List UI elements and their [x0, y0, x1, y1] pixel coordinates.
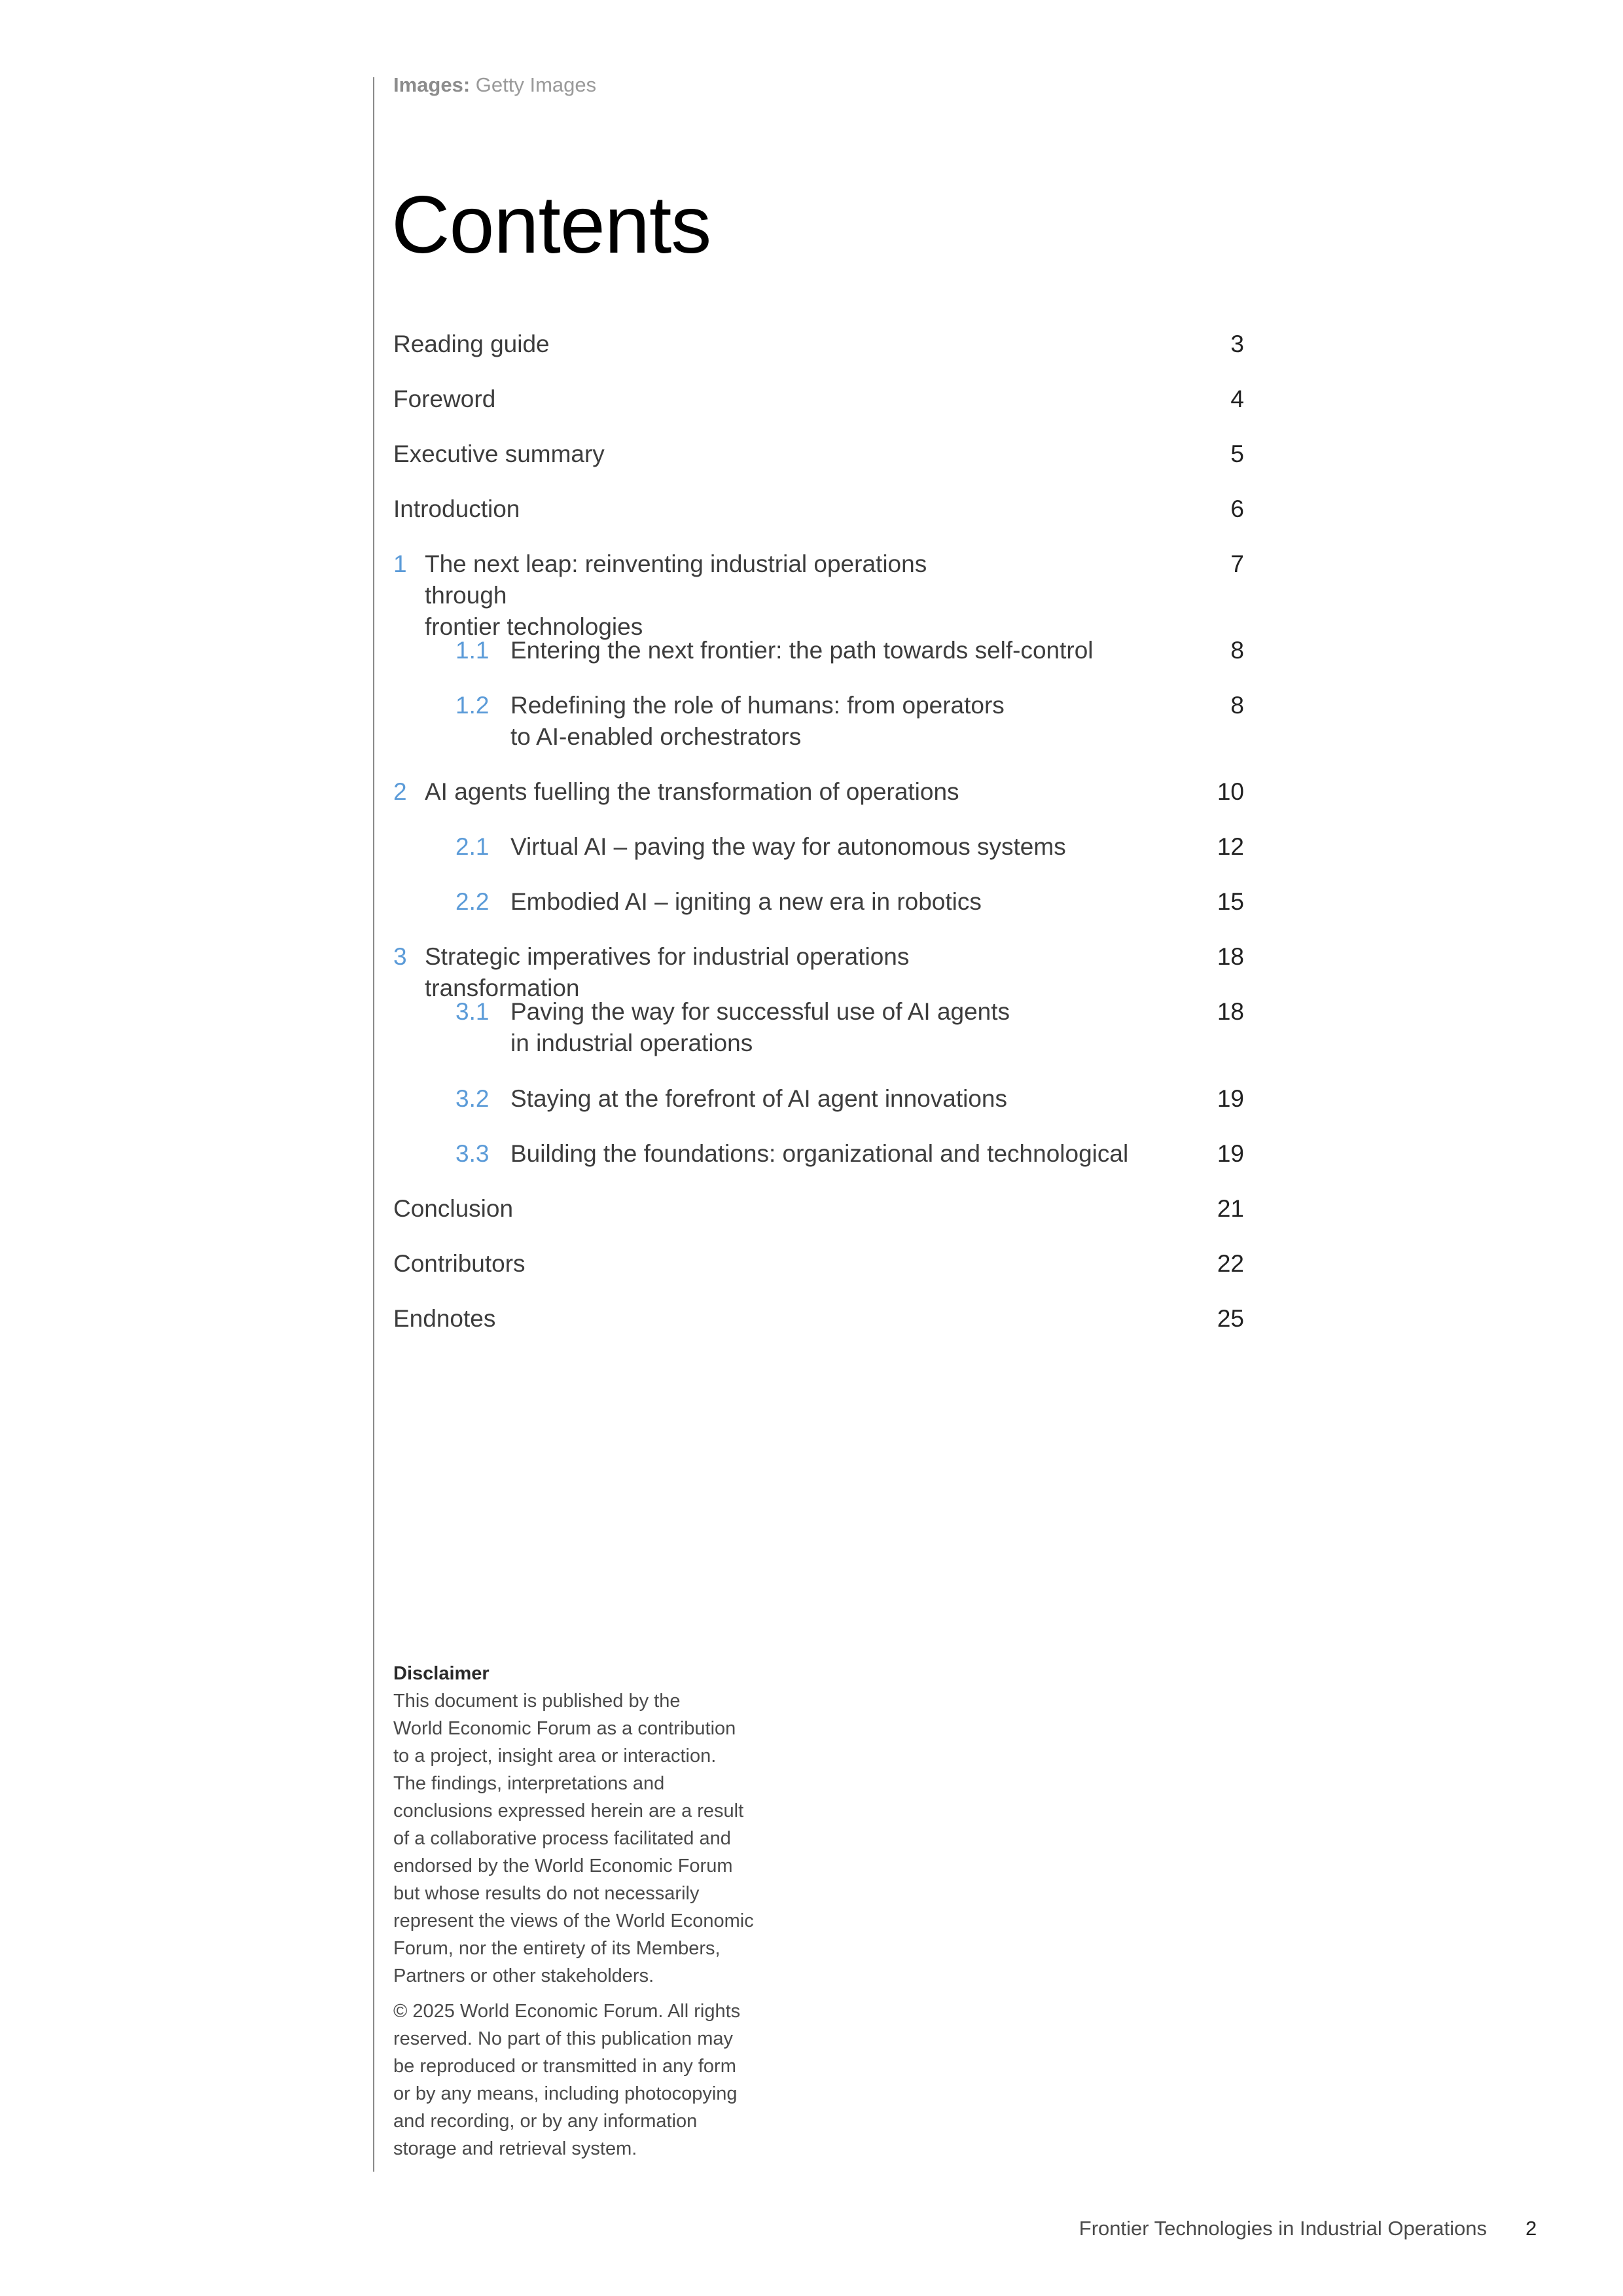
toc-entry-page: 8 — [1230, 692, 1244, 719]
toc-entry-text: AI agents fuelling the transformation of operations — [425, 778, 959, 805]
toc-entry-page: 12 — [1217, 833, 1244, 860]
toc-entry-text — [425, 548, 1014, 643]
toc-entry-text: Endnotes — [393, 1305, 496, 1332]
toc-entry-text: Reading guide — [393, 331, 550, 357]
toc-entry-text-line: to AI-enabled orchestrators — [510, 723, 802, 750]
toc-entry-text: Contributors — [393, 1250, 526, 1277]
toc-entry-page: 10 — [1217, 778, 1244, 805]
footer-document-title: Frontier Technologies in Industrial Operations — [1079, 2217, 1487, 2240]
toc-entry-text: Conclusion — [393, 1195, 514, 1222]
page-title: Contents — [391, 180, 711, 270]
toc-entry-text-line: The next leap: reinventing industrial operations through — [425, 550, 927, 609]
toc-entry-page: 5 — [1230, 440, 1244, 467]
toc-entry-page: 4 — [1230, 386, 1244, 412]
toc-entry-number: 3.3 — [455, 1140, 490, 1167]
toc-entry-text: Strategic imperatives for industrial operations transformation — [425, 943, 910, 1001]
toc-entry-text: Foreword — [393, 386, 496, 412]
toc-entry-text: Entering the next frontier: the path towards self-control — [510, 637, 1094, 664]
toc-entry-text-line: Redefining the role of humans: from operators — [510, 692, 1005, 719]
toc-entry-page: 19 — [1217, 1140, 1244, 1167]
toc-entry-page: 25 — [1217, 1305, 1244, 1332]
toc-entry-number: 1 — [393, 550, 407, 577]
toc-entry-number: 2 — [393, 778, 407, 805]
footer-page-number: 2 — [1525, 2217, 1537, 2240]
toc-entry-text — [510, 996, 1152, 1059]
toc-entry-page: 7 — [1230, 550, 1244, 577]
toc-entry-page: 15 — [1217, 888, 1244, 915]
toc-entry-page: 18 — [1217, 998, 1244, 1025]
toc-entry-text: Staying at the forefront of AI agent innovations — [510, 1085, 1008, 1112]
toc-entry-page: 19 — [1217, 1085, 1244, 1112]
toc-entry-text: Virtual AI – paving the way for autonomous systems — [510, 833, 1066, 860]
toc-entry-text-line: Paving the way for successful use of AI agents — [510, 998, 1010, 1025]
toc-entry-text: Building the foundations: organizational and technological — [510, 1140, 1129, 1167]
disclaimer-body: This document is published by the World Economic Forum as a contribution to a project, insight area or interaction. The findings, interpretations and conclusions expressed herein are a result of a collaborative process facilitated and endorsed by the World Economic Forum but whose results do not necessarily represent the views of the World Economic Forum, nor the entirety of its Members, Partners or other stakeholders. — [393, 1691, 754, 1986]
toc-entry-text-line: frontier technologies — [425, 613, 643, 640]
toc-entry-number: 1.2 — [455, 692, 490, 719]
toc-entry-text: Introduction — [393, 495, 520, 522]
toc-entry-text — [510, 690, 1152, 753]
toc-entry-page: 22 — [1217, 1250, 1244, 1277]
toc-entry-number: 3.1 — [455, 998, 490, 1025]
toc-entry-text: Executive summary — [393, 440, 605, 467]
disclaimer-heading: Disclaimer — [393, 1663, 490, 1684]
image-credit-value: Getty Images — [475, 73, 597, 96]
toc-entry-number: 3.2 — [455, 1085, 490, 1112]
copyright-notice: © 2025 World Economic Forum. All rights reserved. No part of this publication may be reproduced or transmitted in any form or by any means, including photocopying and recording, or by any information storage and retrieval system. — [393, 2001, 741, 2159]
toc-entry-number: 2.2 — [455, 888, 490, 915]
disclaimer — [393, 1660, 786, 2162]
toc-entry-number: 2.1 — [455, 833, 490, 860]
left-margin-rule — [373, 77, 374, 2172]
toc-entry-page: 21 — [1217, 1195, 1244, 1222]
toc-entry-page: 6 — [1230, 495, 1244, 522]
image-credit — [393, 73, 596, 97]
toc-entry-text: Embodied AI – igniting a new era in robotics — [510, 888, 982, 915]
toc-entry-number: 3 — [393, 943, 407, 970]
toc-entry-number: 1.1 — [455, 637, 490, 664]
toc-entry-text-line: in industrial operations — [510, 1030, 753, 1056]
toc-entry-page: 8 — [1230, 637, 1244, 664]
toc-entry-page: 18 — [1217, 943, 1244, 970]
toc-entry-page: 3 — [1230, 331, 1244, 357]
image-credit-label: Images: — [393, 73, 471, 96]
